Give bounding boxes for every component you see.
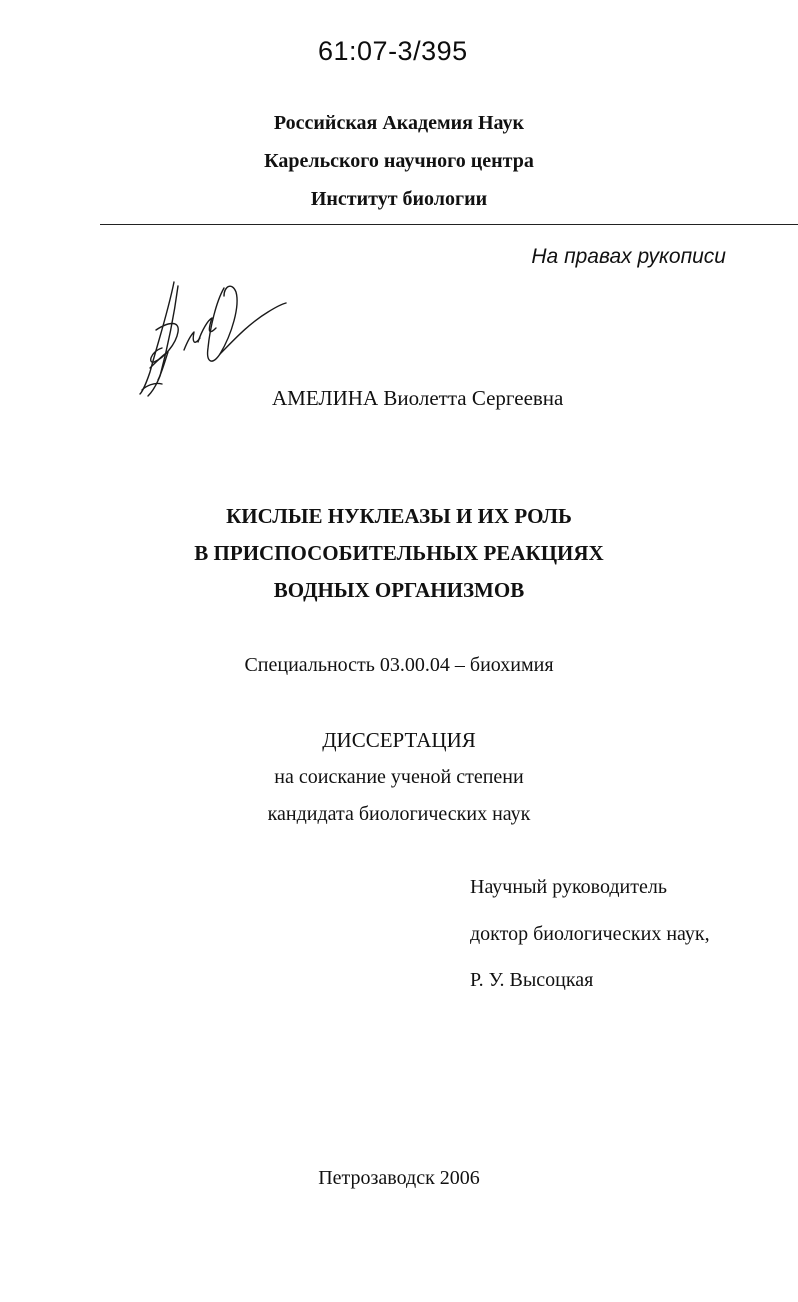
dissertation-title-line-2: В ПРИСПОСОБИТЕЛЬНЫХ РЕАКЦИЯХ	[194, 541, 604, 565]
supervisor-name: Р. У. Высоцкая	[470, 969, 594, 991]
dissertation-title-line-1: КИСЛЫЕ НУКЛЕАЗЫ И ИХ РОЛЬ	[226, 504, 572, 528]
manuscript-note: На правах рукописи	[531, 245, 726, 268]
supervisor-degree: доктор биологических наук,	[470, 923, 710, 945]
header-divider	[100, 224, 798, 225]
author-name: АМЕЛИНА Виолетта Сергеевна	[272, 386, 564, 410]
institution-institute: Институт биологии	[310, 188, 488, 210]
institution-academy: Российская Академия Наук	[273, 112, 525, 134]
supervisor-role: Научный руководитель	[470, 876, 667, 898]
archive-code: 61:07-3/395	[318, 36, 468, 66]
degree-name: кандидата биологических наук	[267, 803, 531, 825]
dissertation-title-line-3: ВОДНЫХ ОРГАНИЗМОВ	[273, 578, 525, 602]
institution-center: Карельского научного центра	[264, 150, 534, 172]
place-year: Петрозаводск 2006	[318, 1167, 480, 1189]
document-type-heading: ДИССЕРТАЦИЯ	[322, 728, 476, 752]
handwritten-signature	[128, 272, 288, 402]
specialty: Специальность 03.00.04 – биохимия	[244, 654, 554, 676]
degree-purpose: на соискание ученой степени	[274, 766, 524, 788]
